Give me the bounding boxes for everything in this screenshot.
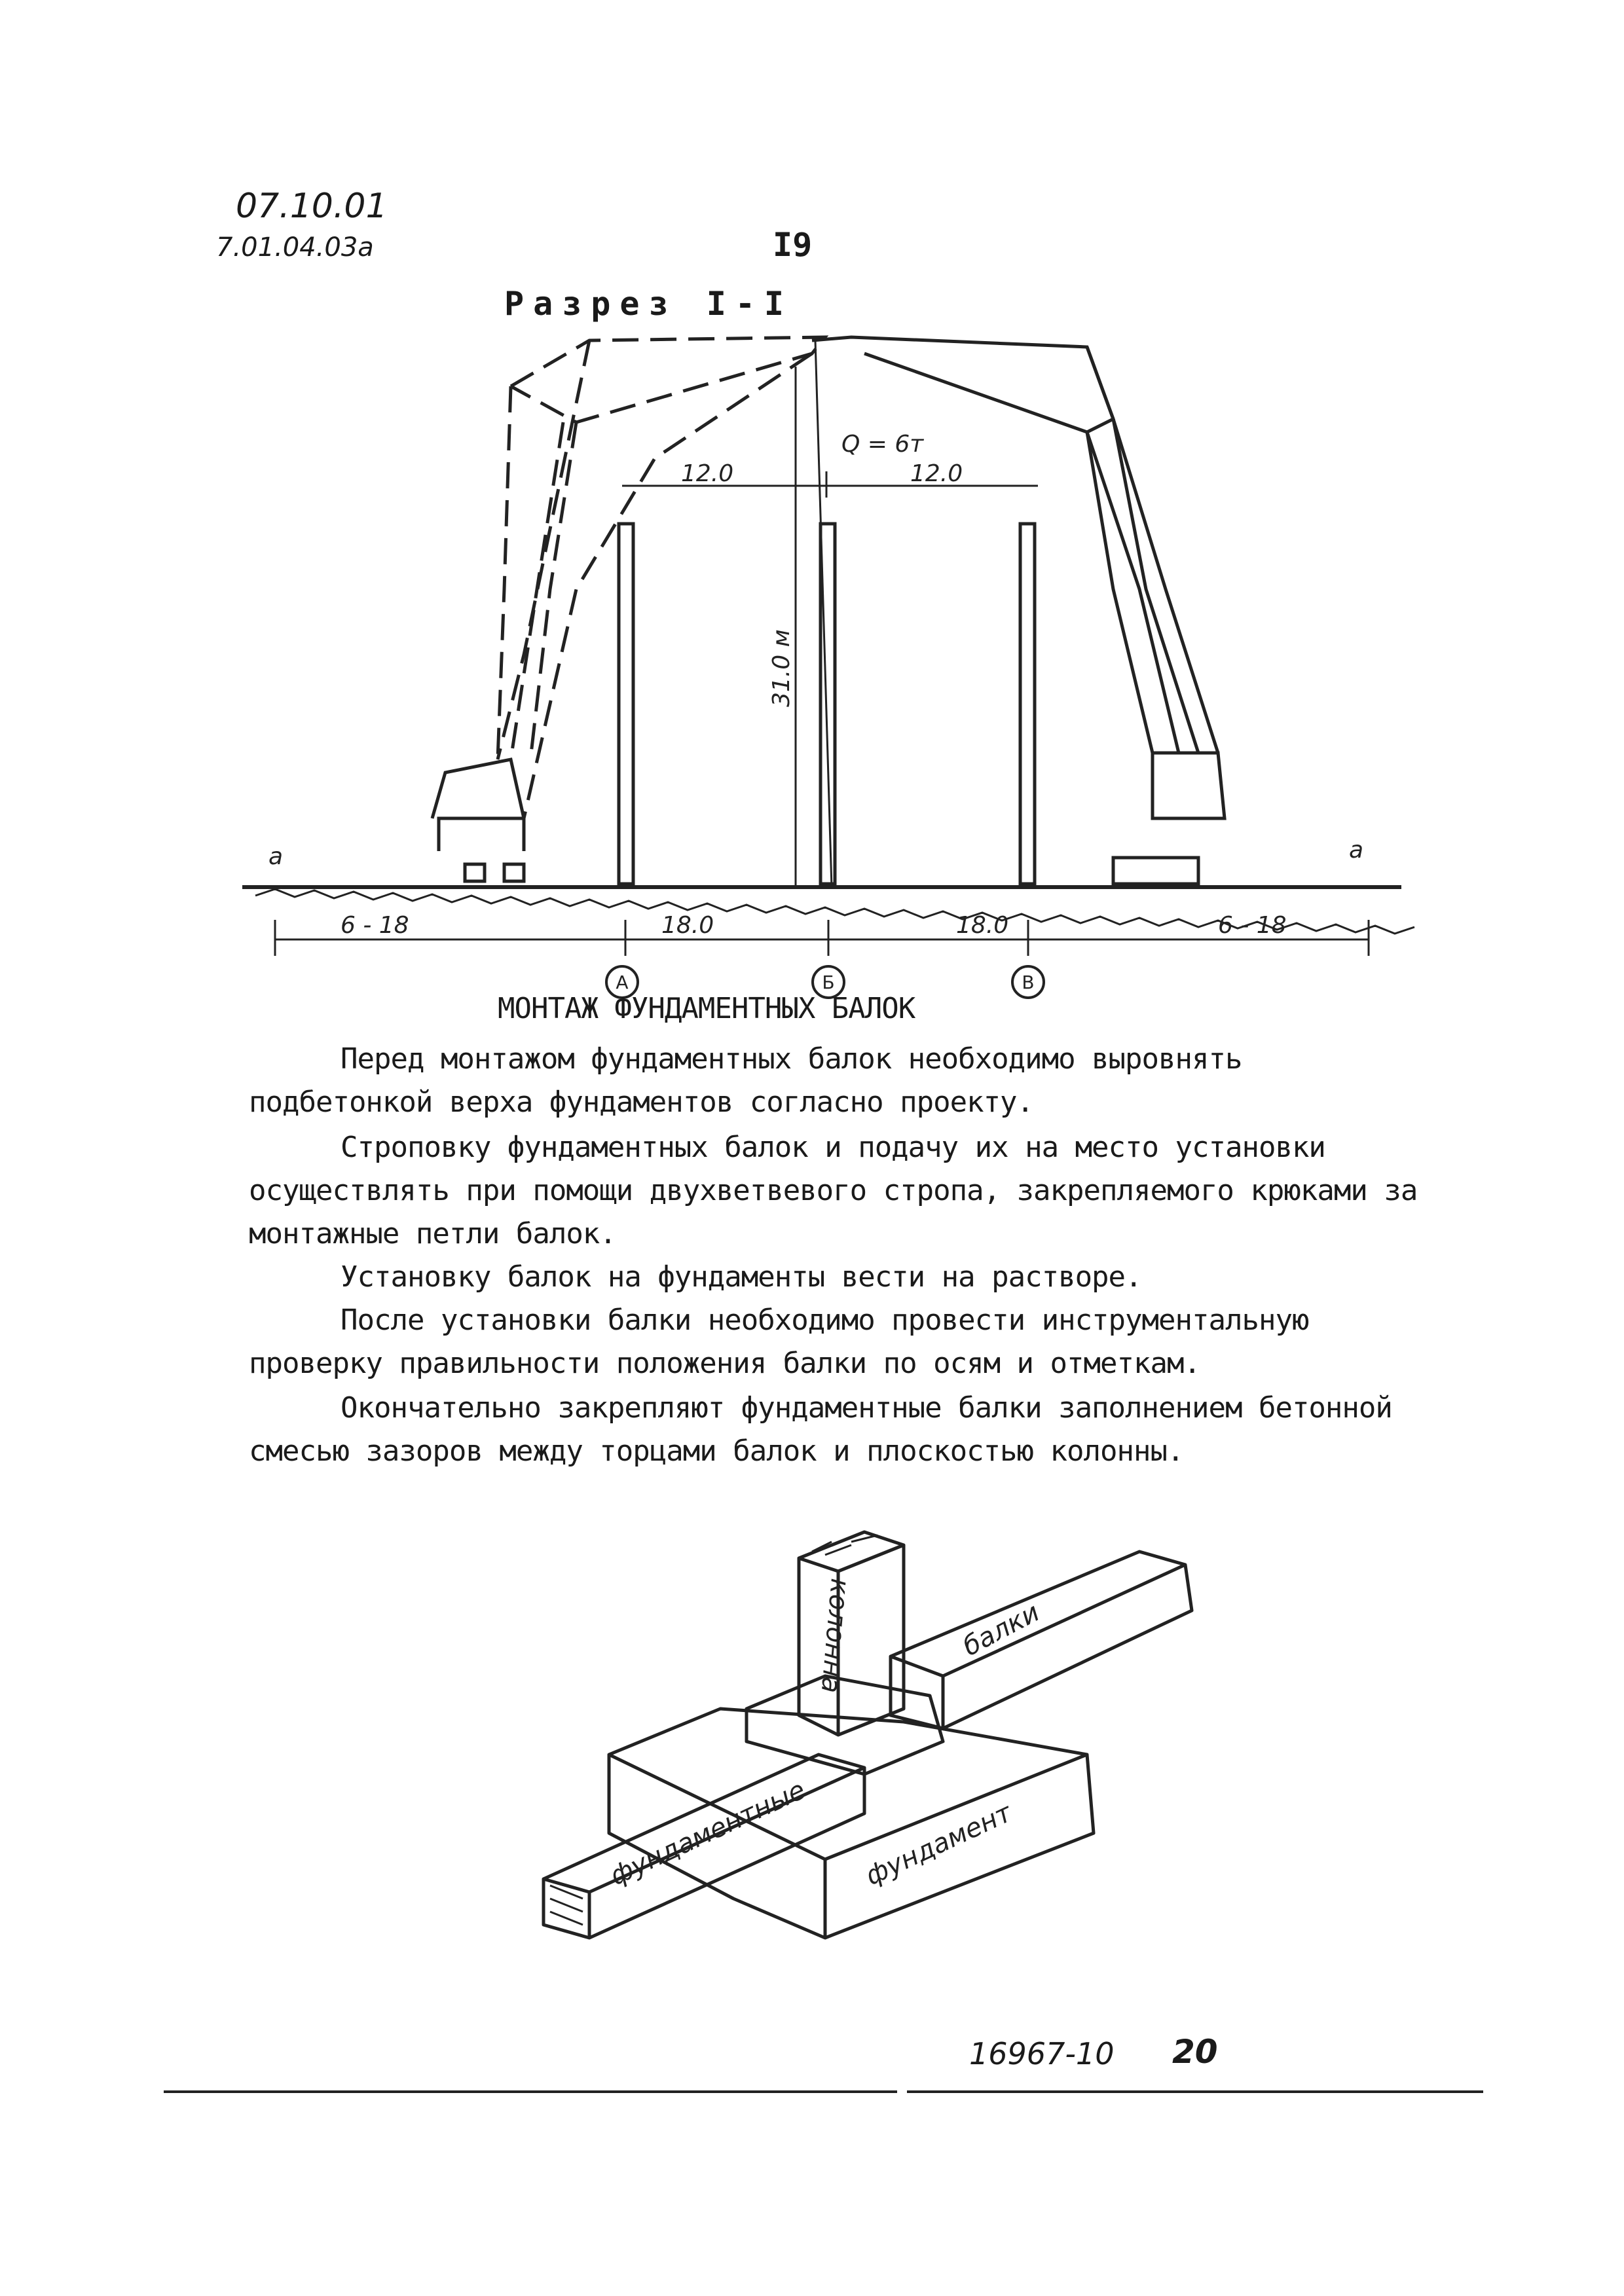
- span-right-label: 12.0: [910, 460, 963, 487]
- label-foundation-beams: фундаментные: [605, 1774, 810, 1892]
- beam-illustration: [524, 1493, 1244, 1964]
- column-a: [619, 524, 633, 884]
- dim-left-range: 6 - 18: [341, 912, 409, 939]
- foundation-block: [609, 1709, 1094, 1938]
- footer-doc-number: 16967-10: [969, 2036, 1115, 2071]
- dim-a-right: a: [1349, 837, 1364, 864]
- load-label: Q = 6т: [841, 431, 924, 458]
- paragraph-4: После установки балки необходимо провести инструментальную проверку правильности положения балки по осям и отметкам.: [249, 1303, 1309, 1380]
- label-foundation: фундамент: [860, 1797, 1017, 1892]
- body-heading: МОНТАЖ ФУНДАМЕНТНЫХ БАЛОК: [498, 992, 915, 1025]
- dim-a-left: a: [268, 843, 284, 870]
- section-title: Разрез I-I: [504, 285, 794, 323]
- crane-left-base: [432, 759, 524, 881]
- paragraph-2: Строповку фундаментных балок и подачу их на место установки осуществлять при помощи двухветвевого стропа, закрепляемого крюками за монтажные петли балок.: [249, 1131, 1418, 1250]
- footer-rule-left: [164, 2090, 897, 2093]
- footer-rule-right: [907, 2090, 1483, 2093]
- axis-v-label: В: [1022, 972, 1035, 993]
- axis-b-label: Б: [822, 972, 835, 993]
- page-number: I9: [773, 226, 813, 264]
- span-left-label: 12.0: [681, 460, 734, 487]
- height-label: 31.0 м: [768, 629, 795, 707]
- dim-mid-right: 18.0: [956, 912, 1009, 939]
- crane-left-dashed: [498, 337, 825, 818]
- footer-sheet-number: 20: [1172, 2033, 1218, 2071]
- document-subcode: 7.01.04.03a: [216, 232, 374, 263]
- dim-right-range: 6 - 18: [1218, 912, 1287, 939]
- label-beams: балки: [958, 1597, 1044, 1662]
- paragraph-5: Окончательно закрепляют фундаментные балки заполнением бетонной смесью зазоров между торцами балок и плоскостью колонны.: [249, 1391, 1392, 1468]
- paragraph-1: Перед монтажом фундаментных балок необходимо выровнять подбетонкой верха фундаментов согласно проекту.: [249, 1042, 1242, 1119]
- label-column: колонна: [815, 1577, 855, 1694]
- document-code: 07.10.01: [236, 187, 388, 226]
- axis-a-label: А: [616, 972, 629, 993]
- paragraph-3: Установку балок на фундаменты вести на растворе.: [341, 1260, 1142, 1294]
- column-v: [1020, 524, 1035, 884]
- section-drawing: [0, 0, 1624, 982]
- crane-right: [812, 337, 1225, 884]
- dim-mid-left: 18.0: [661, 912, 714, 939]
- beam-right: [891, 1552, 1192, 1728]
